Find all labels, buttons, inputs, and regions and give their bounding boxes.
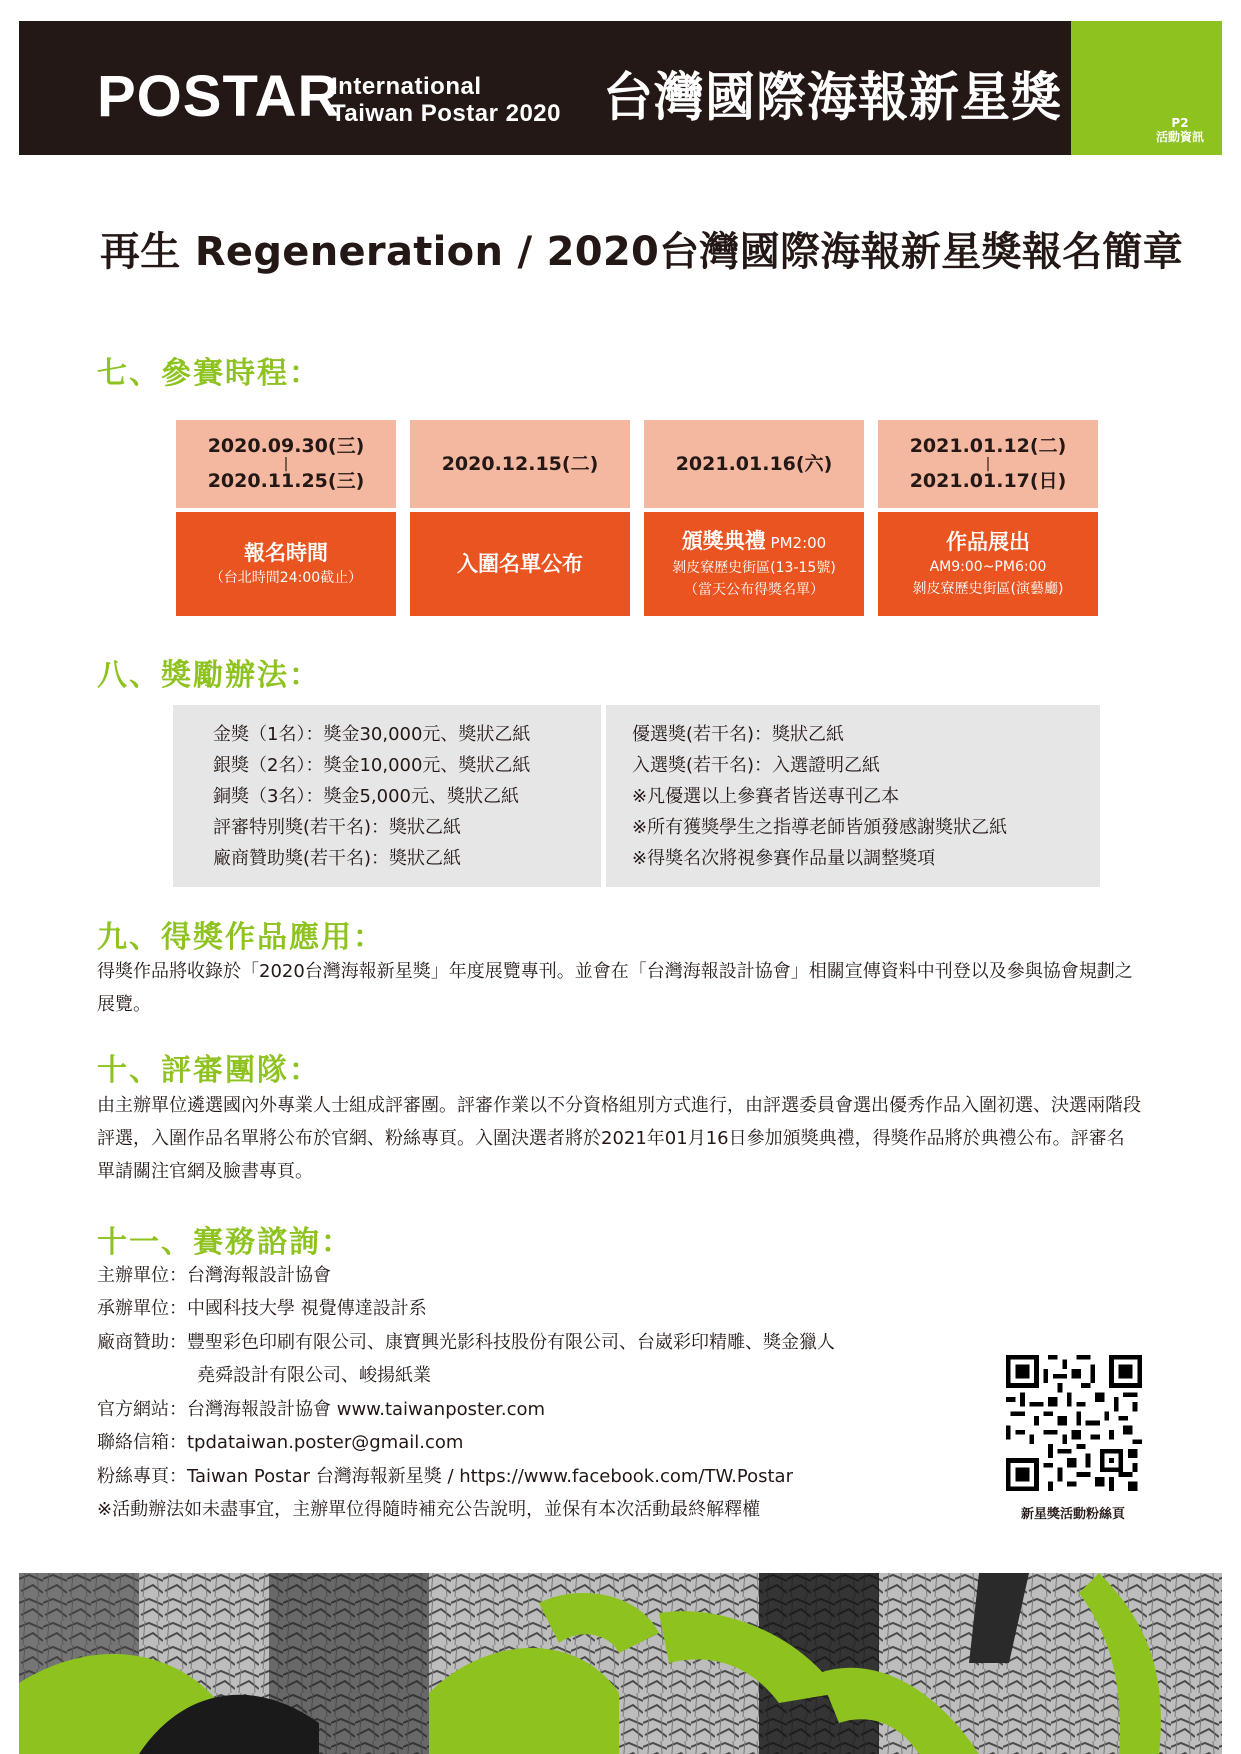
- event-time: PM2:00: [765, 534, 827, 552]
- usage-paragraph: 得獎作品將收錄於「2020台灣海報新星獎」年度展覽專刊。並會在「台灣海報設計協會」相關宣傳資料中刊登以及參與協會規劃之展覽。: [97, 961, 1133, 1015]
- date-start: 2020.12.15(二): [441, 452, 599, 475]
- schedule-date: [878, 420, 1098, 508]
- page-number: P2: [1171, 116, 1189, 130]
- schedule-item: [410, 420, 630, 616]
- email[interactable]: 聯絡信箱：tpdataiwan.poster@gmail.com: [97, 1432, 464, 1453]
- section-heading-jury: 十、評審團隊：: [97, 1053, 321, 1088]
- date-start: 2020.09.30(三): [207, 435, 365, 457]
- schedule-event: [410, 512, 630, 616]
- event-name: 頒獎典禮: [681, 529, 766, 553]
- sponsors: 廠商贊助：豐聖彩色印刷有限公司、康寶興光影科技股份有限公司、台崴彩印精雕、獎金獵人: [97, 1332, 835, 1353]
- website[interactable]: 官方網站：台灣海報設計協會 www.taiwanposter.com: [97, 1399, 546, 1420]
- qr-caption: 新星獎活動粉絲頁: [1020, 1507, 1125, 1522]
- date-end: 2021.01.17(日): [909, 470, 1067, 492]
- award-item: 入選獎(若干名)：入選證明乙紙: [632, 755, 881, 776]
- award-item: 銀獎（2名）：獎金10,000元、獎狀乙紙: [213, 755, 531, 776]
- schedule-item: [878, 420, 1098, 616]
- award-item: 廠商贊助獎(若干名)：獎狀乙紙: [213, 848, 462, 869]
- schedule-event: [176, 512, 396, 616]
- logo-subtitle-line2: Taiwan Postar 2020: [331, 100, 561, 127]
- event-venue: 剝皮寮歷史街區(13-15號): [672, 560, 836, 576]
- event-name: 入圍名單公布: [457, 552, 583, 576]
- section-heading-schedule: 七、參賽時程：: [97, 356, 321, 391]
- schedule-date: [176, 420, 396, 508]
- page-section: 活動資訊: [1155, 130, 1204, 144]
- schedule-item: [176, 420, 396, 616]
- schedule-event: [644, 512, 864, 616]
- date-separator: |: [283, 456, 289, 472]
- award-note: ※所有獲獎學生之指導老師皆頒發感謝獎狀乙紙: [632, 817, 1008, 838]
- event-note: （台北時間24:00截止）: [209, 570, 363, 586]
- document-title: 再生 Regeneration / 2020台灣國際海報新星獎報名簡章: [100, 229, 1184, 275]
- jury-paragraph: 由主辦單位遴選國內外專業人士組成評審團。評審作業以不分資格組別方式進行，由評選委員會選出優秀作品入圍初選、決選兩階段評選，入圍作品名單將公布於官網、粉絲專頁。入圍決選者將於2021年01月16日參加頒獎典禮，得獎作品將於典禮公布。評審名單請關注官網及臉書專頁。: [97, 1095, 1141, 1182]
- section-heading-awards: 八、獎勵辦法：: [97, 658, 321, 693]
- award-note: ※得獎名次將視參賽作品量以調整獎項: [632, 848, 936, 869]
- event-name: 作品展出: [946, 530, 1030, 554]
- qr-code[interactable]: [1006, 1355, 1142, 1491]
- event-name: 報名時間: [244, 541, 328, 565]
- chinese-logo: 台灣國際海報新星獎: [603, 66, 1062, 128]
- organizer: 主辦單位：台灣海報設計協會: [97, 1265, 331, 1286]
- footer-artwork: [19, 1573, 1222, 1754]
- sponsors-continued: 堯舜設計有限公司、峻揚紙業: [197, 1365, 431, 1386]
- co-organizer: 承辦單位：中國科技大學 視覺傳達設計系: [97, 1298, 427, 1319]
- event-venue: 剝皮寮歷史街區(演藝廳): [912, 581, 1064, 597]
- date-end: 2020.11.25(三): [207, 470, 365, 492]
- award-note: ※凡優選以上參賽者皆送專刊乙本: [632, 786, 900, 807]
- event-note: （當天公布得獎名單）: [684, 582, 824, 598]
- award-item: 金獎（1名）：獎金30,000元、獎狀乙紙: [213, 724, 531, 745]
- schedule-item: [644, 420, 864, 616]
- page-label: [1150, 116, 1210, 144]
- award-item: 銅獎（3名）：獎金5,000元、獎狀乙紙: [213, 786, 519, 807]
- date-start: 2021.01.16(六): [675, 452, 833, 475]
- fanpage[interactable]: 粉絲專頁：Taiwan Postar 台灣海報新星獎 / https://www.facebook.com/TW.Postar: [97, 1466, 793, 1487]
- award-item: 評審特別獎(若干名)：獎狀乙紙: [213, 817, 462, 838]
- date-start: 2021.01.12(二): [909, 435, 1067, 457]
- schedule-date: [644, 420, 864, 508]
- date-separator: |: [985, 456, 991, 472]
- awards-list-right: [606, 705, 1100, 887]
- schedule-event: [878, 512, 1098, 616]
- disclaimer-note: ※活動辦法如未盡事宜，主辦單位得隨時補充公告說明，並保有本次活動最終解釋權: [97, 1499, 761, 1520]
- section-heading-contact: 十一、賽務諮詢：: [97, 1225, 353, 1260]
- awards-list-left: [173, 705, 601, 887]
- postar-logo: POSTAR: [97, 64, 341, 129]
- logo-subtitle-line1: International: [331, 73, 482, 100]
- section-heading-usage: 九、得獎作品應用：: [97, 920, 385, 955]
- schedule-date: [410, 420, 630, 508]
- event-hours: AM9:00~PM6:00: [929, 559, 1047, 575]
- award-item: 優選獎(若干名)：獎狀乙紙: [632, 724, 845, 745]
